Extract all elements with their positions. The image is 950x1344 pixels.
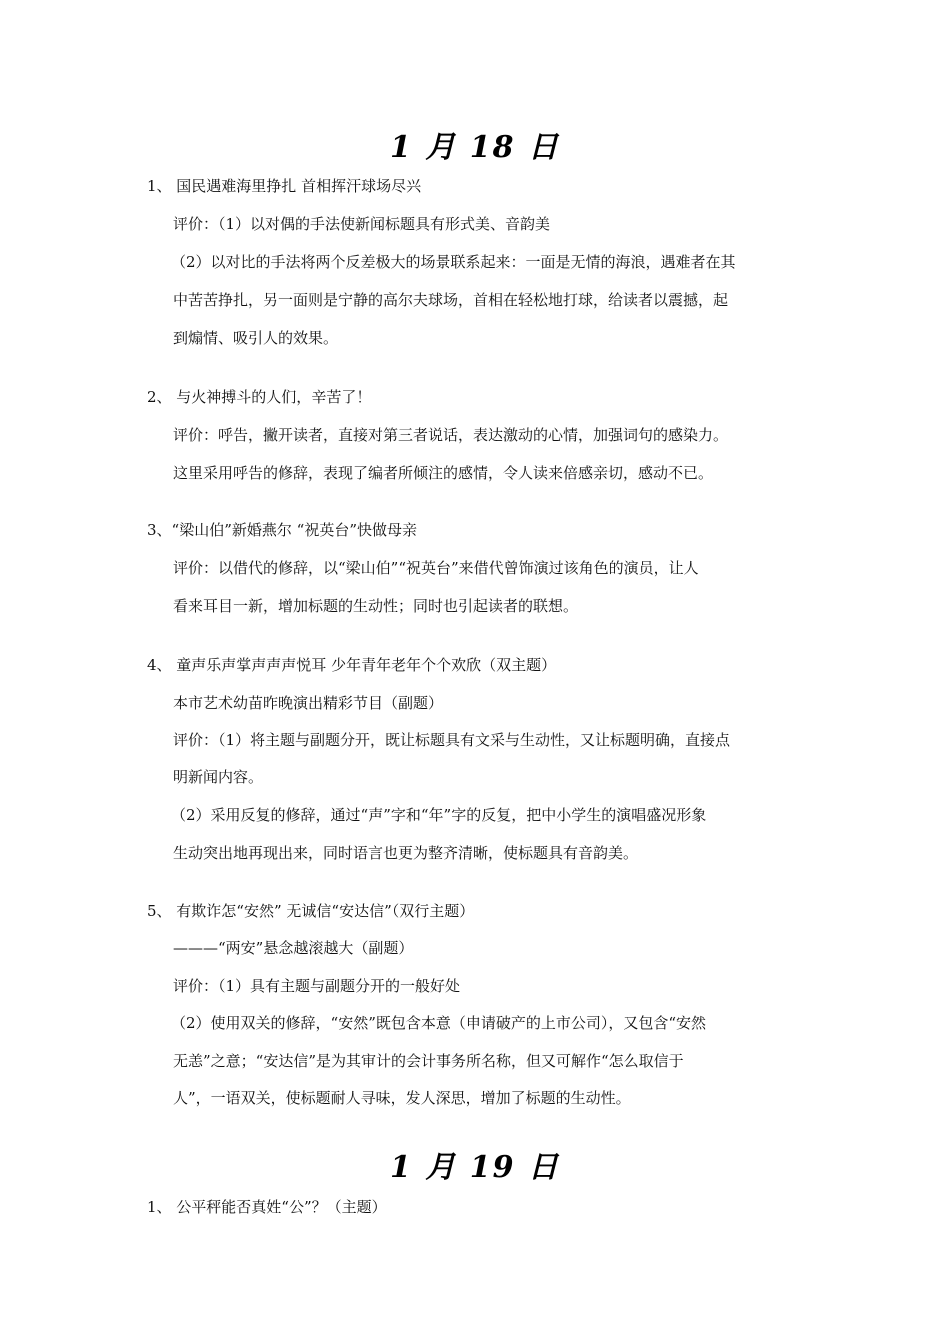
item-subtitle: ———“两安”悬念越滚越大（副题） xyxy=(173,939,414,957)
item-text: 中苦苦挣扎，另一面则是宁静的高尔夫球场，首相在轻松地打球，给读者以震撼，起 xyxy=(173,291,729,309)
item-text: 人”，一语双关，使标题耐人寻味，发人深思，增加了标题的生动性。 xyxy=(173,1089,631,1107)
item-text: 生动突出地再现出来，同时语言也更为整齐清晰，使标题具有音韵美。 xyxy=(173,844,639,862)
item-title: 3、“梁山伯”新婚燕尔 “祝英台”快做母亲 xyxy=(147,521,417,539)
item-text: 评价：（1）具有主题与副题分开的一般好处 xyxy=(173,977,461,995)
item-text: 这里采用呼告的修辞，表现了编者所倾注的感情，令人读来倍感亲切，感动不已。 xyxy=(173,464,714,482)
item-text: 看来耳目一新，增加标题的生动性；同时也引起读者的联想。 xyxy=(173,597,579,615)
item-title: 4、 童声乐声掌声声声悦耳 少年青年老年个个欢欣（双主题） xyxy=(147,656,557,674)
item-title: 2、 与火神搏斗的人们，辛苦了！ xyxy=(147,388,372,406)
item-title: 1、 国民遇难海里挣扎 首相挥汗球场尽兴 xyxy=(147,177,422,195)
item-text: 明新闻内容。 xyxy=(173,768,264,786)
item-title: 1、 公平秤能否真姓“公”？（主题） xyxy=(147,1198,387,1216)
item-text: 评价：呼告，撇开读者，直接对第三者说话，表达激动的心情，加强词句的感染力。 xyxy=(173,426,729,444)
item-text: 无恙”之意；“安达信”是为其审计的会计事务所名称，但又可解作“怎么取信于 xyxy=(173,1052,684,1070)
item-text: 评价：（1）以对偶的手法使新闻标题具有形式美、音韵美 xyxy=(173,215,551,233)
item-text: 评价：以借代的修辞，以“梁山伯”“祝英台”来借代曾饰演过该角色的演员，让人 xyxy=(173,559,699,577)
item-subtitle: 本市艺术幼苗昨晚演出精彩节目（副题） xyxy=(173,694,444,712)
date-heading: 1 月 19 日 xyxy=(390,1150,560,1185)
item-text: （2）使用双关的修辞，“安然”既包含本意（申请破产的上市公司），又包含“安然 xyxy=(171,1014,707,1032)
date-heading: 1 月 18 日 xyxy=(390,130,560,165)
item-text: （2）采用反复的修辞，通过“声”字和“年”字的反复，把中小学生的演唱盛况形象 xyxy=(171,806,707,824)
item-title: 5、 有欺诈怎“安然” 无诚信“安达信”（双行主题） xyxy=(147,902,475,920)
item-text: 评价：（1）将主题与副题分开，既让标题具有文采与生动性，又让标题明确，直接点 xyxy=(173,731,731,749)
item-text: 到煽情、吸引人的效果。 xyxy=(173,329,339,347)
item-text: （2）以对比的手法将两个反差极大的场景联系起来：一面是无情的海浪，遇难者在其 xyxy=(171,253,736,271)
